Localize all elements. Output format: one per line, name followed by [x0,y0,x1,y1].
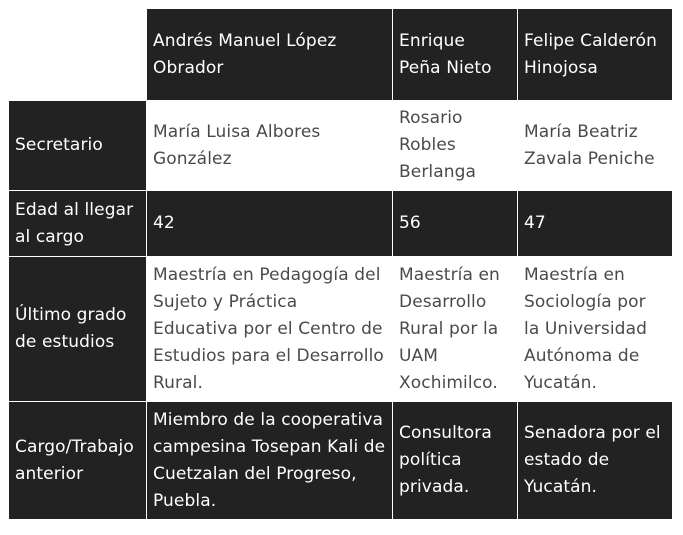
table-header-row [9,9,673,101]
table-row-edad [9,191,673,257]
cell-secretario-amlo: María Luisa Albores González [147,101,393,191]
cell-edad-fch: 47 [518,191,673,257]
column-header-amlo: Andrés Manuel López Obrador [147,9,393,101]
corner-cell [9,9,147,101]
cell-secretario-fch: María Beatriz Zavala Peniche [518,101,673,191]
cell-secretario-epn: Rosario Robles Berlanga [393,101,518,191]
column-header-epn: Enrique Peña Nieto [393,9,518,101]
cell-edad-amlo: 42 [147,191,393,257]
row-label-secretario: Secretario [9,101,147,191]
row-label-cargo: Cargo/Trabajo anterior [9,402,147,520]
cell-estudios-epn: Maestría en Desarrollo Rural por la UAM Xochimilco. [393,257,518,402]
cell-estudios-amlo: Maestría en Pedagogía del Sujeto y Práctica Educativa por el Centro de Estudios para el Desarrollo Rural. [147,257,393,402]
cell-edad-epn: 56 [393,191,518,257]
cell-estudios-fch: Maestría en Sociología por la Universidad Autónoma de Yucatán. [518,257,673,402]
column-header-fch: Felipe Calderón Hinojosa [518,9,673,101]
table-row-cargo [9,402,673,520]
cell-cargo-fch: Senadora por el estado de Yucatán. [518,402,673,520]
cell-cargo-epn: Consultora política privada. [393,402,518,520]
table-row-estudios [9,257,673,402]
comparison-table [8,8,673,520]
row-label-edad: Edad al llegar al cargo [9,191,147,257]
cell-cargo-amlo: Miembro de la cooperativa campesina Tosepan Kali de Cuetzalan del Progreso, Puebla. [147,402,393,520]
row-label-estudios: Último grado de estudios [9,257,147,402]
table-row-secretario [9,101,673,191]
